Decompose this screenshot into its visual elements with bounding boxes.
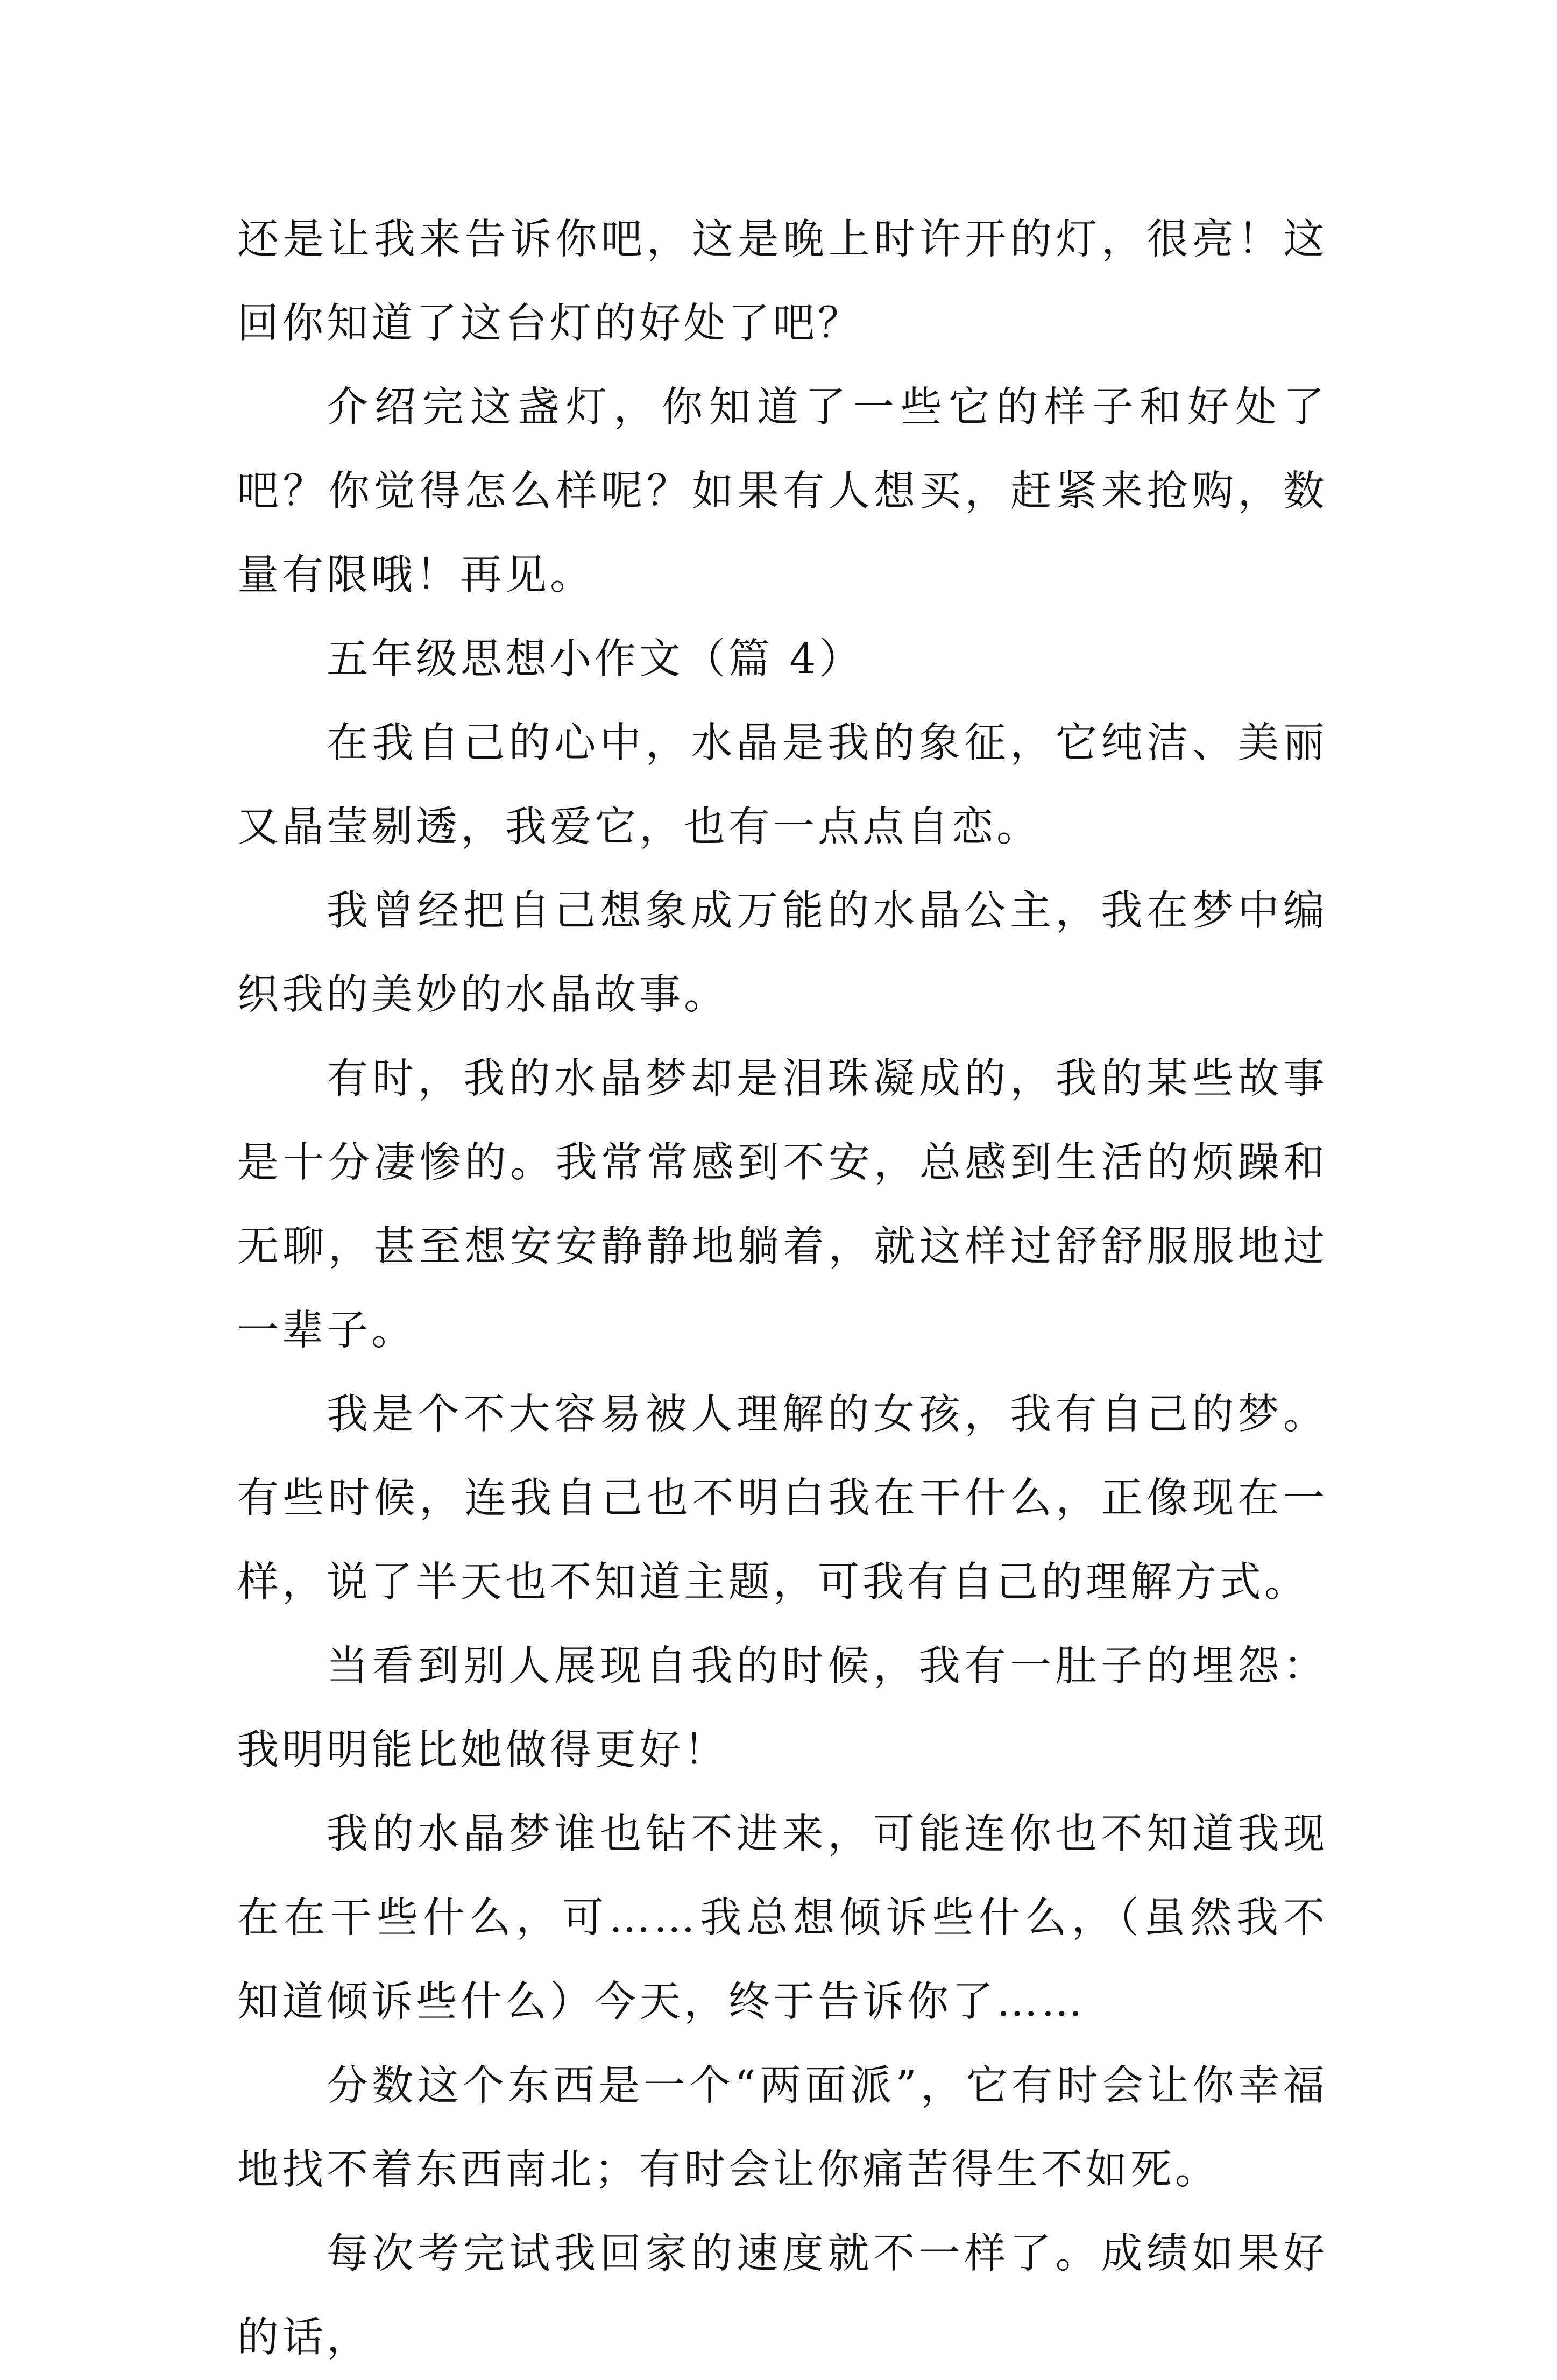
essay-section-heading: 五年级思想小作文（篇 4） [327, 635, 864, 683]
paragraph-complaint: 当看到别人展现自我的时候，我有一肚子的埋怨：我明明能比她做得更好！ [237, 1642, 1328, 1774]
paragraph-tear-dream: 有时，我的水晶梦却是泪珠凝成的，我的某些故事是十分凄惨的。我常常感到不安，总感到生活的烦躁和无聊，甚至想安安静静地躺着，就这样过舒舒服服地过一辈子。 [237, 1055, 1328, 1355]
paragraph-scores: 分数这个东西是一个“两面派”，它有时会让你幸福地找不着东西南北；有时会让你痛苦得生不如死。 [237, 2062, 1328, 2194]
essay-body [237, 198, 1328, 2380]
paragraph-crystal-princess: 我曾经把自己想象成万能的水晶公主，我在梦中编织我的美妙的水晶故事。 [237, 887, 1328, 1019]
paragraph-lamp-conclusion: 介绍完这盏灯，你知道了一些它的样子和好处了吧？你觉得怎么样呢？如果有人想买，赶紧来抢购，数量有限哦！再见。 [237, 384, 1328, 599]
paragraph-crystal-dream-secret: 我的水晶梦谁也钻不进来，可能连你也不知道我现在在干些什么，可……我总想倾诉些什么，（虽然我不知道倾诉些什么）今天，终于告诉你了…… [237, 1810, 1328, 2026]
paragraph-crystal-symbol: 在我自己的心中，水晶是我的象征，它纯洁、美丽又晶莹剔透，我爱它，也有一点点自恋。 [237, 719, 1328, 851]
paragraph-lamp-explanation: 还是让我来告诉你吧，这是晚上时许开的灯，很亮！这回你知道了这台灯的好处了吧？ [237, 216, 1328, 348]
paragraph-after-exam: 每次考完试我回家的速度就不一样了。成绩如果好的话， [237, 2230, 1328, 2362]
paragraph-misunderstood-girl: 我是个不大容易被人理解的女孩，我有自己的梦。有些时候，连我自己也不明白我在干什么，正像现在一样，说了半天也不知道主题，可我有自己的理解方式。 [237, 1391, 1328, 1606]
